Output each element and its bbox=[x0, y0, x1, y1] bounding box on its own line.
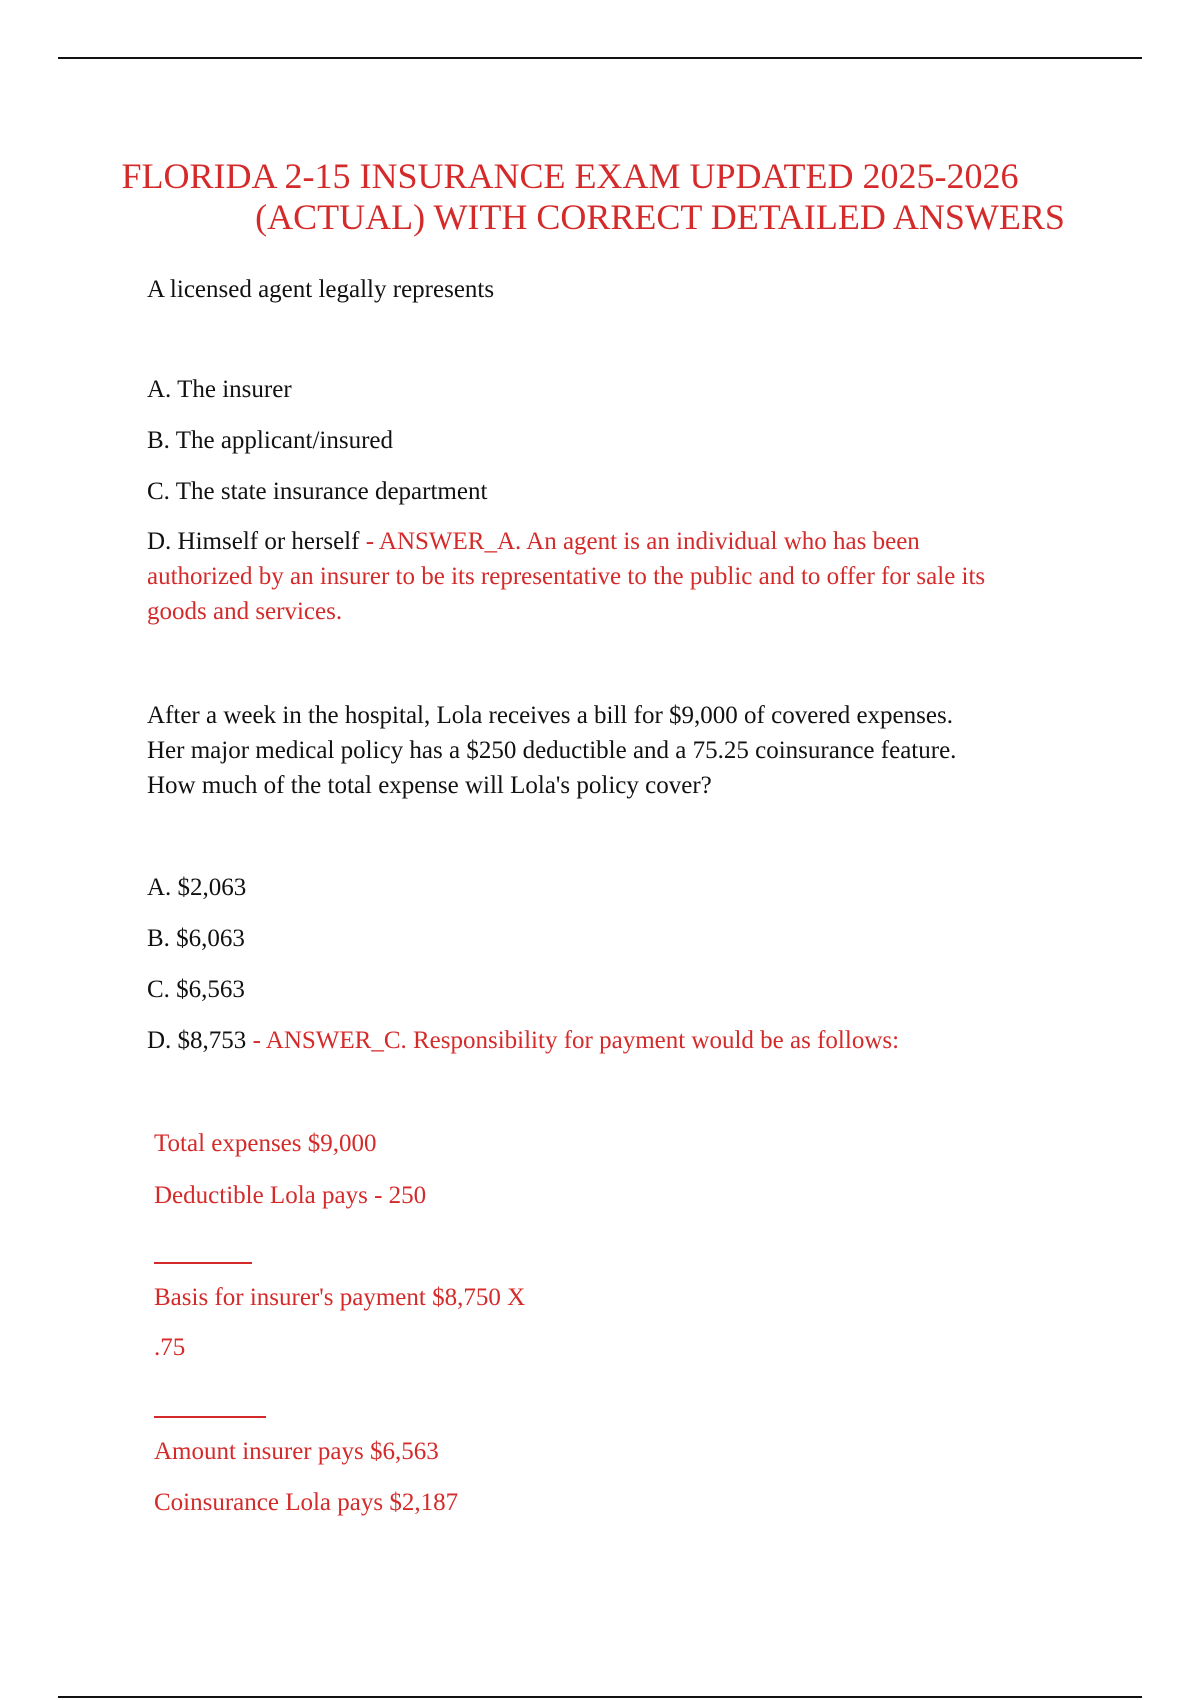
q2-question-line-1: After a week in the hospital, Lola receives a bill for $9,000 of covered expenses. bbox=[147, 702, 953, 729]
document-title bbox=[0, 156, 1200, 238]
q2-answer-separator: - bbox=[246, 1027, 266, 1054]
q1-answer-separator: - bbox=[359, 528, 379, 555]
q1-answer-line-2: authorized by an insurer to be its representative to the public and to offer for sale its bbox=[147, 563, 986, 590]
q1-answer-line-1: ANSWER_A. An agent is an individual who has been bbox=[378, 528, 920, 555]
top-rule bbox=[58, 57, 1142, 59]
question-1-text: A licensed agent legally represents bbox=[147, 276, 495, 303]
bottom-rule bbox=[58, 1696, 1142, 1698]
q1-option-d: D. Himself or herself bbox=[147, 528, 360, 555]
title-line-2: (ACTUAL) WITH CORRECT DETAILED ANSWERS bbox=[255, 197, 1065, 237]
q2-option-d-with-answer bbox=[147, 1023, 899, 1058]
calc-rule-2 bbox=[154, 1416, 266, 1418]
calc-amount-insurer-pays: Amount insurer pays $6,563 bbox=[154, 1438, 439, 1465]
q2-answer: ANSWER_C. Responsibility for payment would be as follows: bbox=[265, 1027, 900, 1054]
q2-option-c: C. $6,563 bbox=[147, 976, 245, 1003]
q2-question-line-3: How much of the total expense will Lola's policy cover? bbox=[147, 772, 712, 799]
q1-option-d-with-answer bbox=[147, 524, 1067, 629]
q1-answer-line-3: goods and services. bbox=[147, 598, 343, 625]
calc-coinsurance: Coinsurance Lola pays $2,187 bbox=[154, 1489, 459, 1516]
title-line-1: FLORIDA 2-15 INSURANCE EXAM UPDATED 2025-2026 bbox=[121, 156, 1019, 196]
q2-option-b: B. $6,063 bbox=[147, 925, 245, 952]
calc-rule-1 bbox=[154, 1262, 252, 1264]
q2-question-line-2: Her major medical policy has a $250 deductible and a 75.25 coinsurance feature. bbox=[147, 737, 957, 764]
q1-option-a: A. The insurer bbox=[147, 376, 292, 403]
calc-total-expenses: Total expenses $9,000 bbox=[154, 1130, 377, 1157]
q2-option-d: D. $8,753 bbox=[147, 1027, 247, 1054]
q1-option-c: C. The state insurance department bbox=[147, 478, 488, 505]
question-2-text bbox=[147, 698, 1067, 803]
calc-rate: .75 bbox=[154, 1334, 186, 1361]
q1-option-b: B. The applicant/insured bbox=[147, 427, 394, 454]
calc-deductible: Deductible Lola pays - 250 bbox=[154, 1182, 427, 1209]
q2-option-a: A. $2,063 bbox=[147, 874, 247, 901]
calc-basis: Basis for insurer's payment $8,750 X bbox=[154, 1284, 526, 1311]
